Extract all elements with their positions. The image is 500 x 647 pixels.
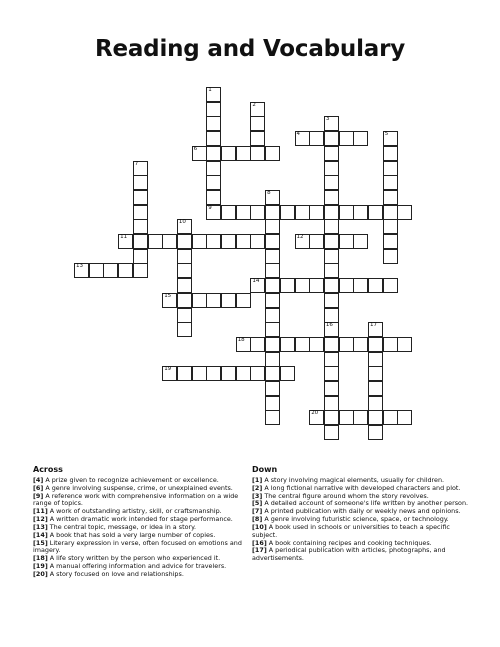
across-heading: Across [33, 465, 63, 474]
grid-cell[interactable] [221, 293, 236, 308]
grid-cell[interactable] [383, 249, 398, 264]
grid-cell[interactable] [162, 366, 177, 381]
grid-cell[interactable] [280, 205, 295, 220]
grid-cell[interactable] [309, 234, 324, 249]
grid-cell[interactable] [339, 205, 354, 220]
down-clue [252, 547, 470, 563]
grid-cell[interactable] [250, 234, 265, 249]
clue-text: A book used in schools or universities to teach a specific subject. [252, 522, 450, 539]
grid-cell[interactable] [383, 205, 398, 220]
clue-number-label: 6 [193, 145, 198, 152]
grid-cell[interactable] [265, 293, 280, 308]
clue-number-label: 3 [325, 116, 330, 123]
grid-cell[interactable] [221, 146, 236, 161]
clue-number: [16] [252, 538, 267, 547]
grid-cell[interactable] [324, 322, 339, 337]
grid-cell[interactable] [236, 146, 251, 161]
grid-cell[interactable] [324, 366, 339, 381]
grid-cell[interactable] [192, 366, 207, 381]
clue-text: A reference work with comprehensive information on a wide range of topics. [33, 491, 239, 508]
grid-cell[interactable] [206, 131, 221, 146]
grid-cell[interactable] [324, 308, 339, 323]
grid-cell[interactable] [265, 381, 280, 396]
clue-number-label: 13 [76, 263, 83, 270]
grid-cell[interactable] [324, 278, 339, 293]
grid-cell[interactable] [309, 337, 324, 352]
across-clue [33, 540, 243, 556]
grid-cell[interactable] [397, 205, 412, 220]
grid-cell[interactable] [177, 249, 192, 264]
grid-cell[interactable] [206, 87, 221, 102]
grid-cell[interactable] [309, 205, 324, 220]
grid-cell[interactable] [177, 219, 192, 234]
grid-cell[interactable] [383, 131, 398, 146]
grid-cell[interactable] [206, 116, 221, 131]
grid-cell[interactable] [324, 146, 339, 161]
grid-cell[interactable] [133, 161, 148, 176]
grid-cell[interactable] [324, 205, 339, 220]
clue-number: [9] [33, 491, 44, 500]
grid-cell[interactable] [324, 116, 339, 131]
clue-number-label: 19 [164, 366, 172, 373]
down-heading: Down [252, 465, 278, 474]
grid-cell[interactable] [148, 234, 163, 249]
grid-cell[interactable] [265, 234, 280, 249]
grid-cell[interactable] [206, 293, 221, 308]
grid-cell[interactable] [265, 352, 280, 367]
grid-cell[interactable] [339, 278, 354, 293]
grid-cell[interactable] [221, 205, 236, 220]
clue-number-label: 4 [296, 131, 300, 138]
grid-cell[interactable] [353, 205, 368, 220]
grid-cell[interactable] [133, 234, 148, 249]
grid-cell[interactable] [280, 366, 295, 381]
grid-cell[interactable] [324, 249, 339, 264]
grid-cell[interactable] [339, 234, 354, 249]
grid-cell[interactable] [339, 131, 354, 146]
grid-cell[interactable] [295, 205, 310, 220]
grid-cell[interactable] [383, 190, 398, 205]
grid-cell[interactable] [309, 131, 324, 146]
clue-number: [1] [252, 475, 263, 484]
grid-cell[interactable] [383, 146, 398, 161]
grid-cell[interactable] [265, 396, 280, 411]
grid-cell[interactable] [206, 102, 221, 117]
clue-number: [3] [252, 491, 263, 500]
clue-number: [5] [252, 499, 263, 508]
grid-cell[interactable] [324, 352, 339, 367]
grid-cell[interactable] [324, 175, 339, 190]
across-clue [33, 571, 243, 579]
grid-cell[interactable] [250, 102, 265, 117]
grid-cell[interactable] [206, 161, 221, 176]
clue-number-label: 16 [325, 322, 333, 329]
clue-number-label: 18 [237, 336, 245, 343]
clue-number: [6] [33, 483, 44, 492]
grid-cell[interactable] [324, 219, 339, 234]
grid-cell[interactable] [162, 293, 177, 308]
grid-cell[interactable] [265, 146, 280, 161]
grid-cell[interactable] [368, 425, 383, 440]
grid-cell[interactable] [265, 249, 280, 264]
clue-text: A story focused on love and relationships. [47, 569, 184, 578]
clue-text: A long fictional narrative with developed characters and plot. [262, 483, 461, 492]
grid-cell[interactable] [383, 410, 398, 425]
grid-cell[interactable] [250, 205, 265, 220]
grid-cell[interactable] [177, 263, 192, 278]
clue-number: [15] [33, 538, 48, 547]
grid-cell[interactable] [250, 131, 265, 146]
clue-text: A genre involving futuristic science, space, or technology. [262, 515, 449, 524]
grid-cell[interactable] [133, 219, 148, 234]
down-clues [252, 466, 470, 563]
clue-text: A book that has sold a very large number of copies. [47, 530, 216, 539]
grid-cell[interactable] [368, 410, 383, 425]
across-clue [33, 493, 243, 509]
clue-number-label: 1 [208, 87, 212, 93]
grid-cell[interactable] [177, 308, 192, 323]
clue-text: A life story written by the person who experienced it. [47, 554, 221, 563]
grid-cell[interactable] [133, 175, 148, 190]
grid-cell[interactable] [265, 410, 280, 425]
clue-text: A prize given to recognize achievement or excellence. [43, 475, 219, 484]
grid-cell[interactable] [265, 337, 280, 352]
grid-cell[interactable] [353, 131, 368, 146]
clue-number: [17] [252, 546, 267, 555]
grid-cell[interactable] [192, 293, 207, 308]
grid-cell[interactable] [339, 337, 354, 352]
grid-cell[interactable] [118, 263, 133, 278]
grid-cell[interactable] [236, 337, 251, 352]
grid-cell[interactable] [280, 278, 295, 293]
grid-cell[interactable] [89, 263, 104, 278]
grid-cell[interactable] [206, 146, 221, 161]
clue-number: [2] [252, 483, 263, 492]
grid-cell[interactable] [250, 337, 265, 352]
clue-text: A periodical publication with articles, photographs, and advertisements. [252, 546, 446, 563]
grid-cell[interactable] [162, 234, 177, 249]
grid-cell[interactable] [368, 322, 383, 337]
grid-cell[interactable] [324, 396, 339, 411]
grid-cell[interactable] [383, 337, 398, 352]
clue-number-label: 9 [208, 204, 212, 211]
clue-number-label: 7 [134, 160, 139, 167]
grid-cell[interactable] [309, 278, 324, 293]
grid-cell[interactable] [324, 337, 339, 352]
grid-cell[interactable] [397, 410, 412, 425]
clue-number: [7] [252, 507, 263, 516]
grid-cell[interactable] [324, 161, 339, 176]
grid-cell[interactable] [353, 234, 368, 249]
grid-cell[interactable] [192, 234, 207, 249]
across-clue-list [33, 477, 243, 579]
grid-cell[interactable] [250, 278, 265, 293]
grid-cell[interactable] [221, 234, 236, 249]
grid-cell[interactable] [309, 410, 324, 425]
grid-cell[interactable] [383, 175, 398, 190]
grid-cell[interactable] [295, 131, 310, 146]
clue-text: A detailed account of someone's life written by another person. [262, 499, 469, 508]
grid-cell[interactable] [103, 263, 118, 278]
grid-cell[interactable] [324, 263, 339, 278]
clue-text: A printed publication with daily or weekly news and opinions. [262, 507, 461, 516]
grid-cell[interactable] [397, 337, 412, 352]
grid-cell[interactable] [368, 381, 383, 396]
grid-cell[interactable] [324, 381, 339, 396]
grid-cell[interactable] [221, 366, 236, 381]
clue-number-label: 5 [384, 131, 389, 138]
clue-text: The central figure around whom the story revolves. [262, 491, 429, 500]
grid-cell[interactable] [206, 366, 221, 381]
grid-cell[interactable] [133, 205, 148, 220]
grid-cell[interactable] [133, 249, 148, 264]
clue-number: [10] [252, 522, 267, 531]
clue-text: A genre involving suspense, crime, or unexplained events. [43, 483, 233, 492]
clue-number: [19] [33, 562, 48, 571]
grid-cell[interactable] [324, 131, 339, 146]
grid-cell[interactable] [295, 234, 310, 249]
grid-cell[interactable] [236, 293, 251, 308]
clue-number: [12] [33, 515, 48, 524]
clue-number-label: 14 [252, 278, 260, 285]
down-clue-list [252, 477, 470, 563]
grid-cell[interactable] [324, 190, 339, 205]
grid-cell[interactable] [177, 366, 192, 381]
grid-cell[interactable] [353, 278, 368, 293]
clue-text: A written dramatic work intended for stage performance. [47, 515, 233, 524]
across-clues [33, 466, 243, 579]
grid-cell[interactable] [236, 205, 251, 220]
grid-cell[interactable] [265, 263, 280, 278]
grid-cell[interactable] [177, 234, 192, 249]
grid-cell[interactable] [177, 322, 192, 337]
grid-cell[interactable] [206, 205, 221, 220]
grid-cell[interactable] [265, 219, 280, 234]
clue-number-label: 15 [164, 292, 172, 299]
grid-cell[interactable] [368, 396, 383, 411]
grid-cell[interactable] [177, 293, 192, 308]
clue-number-label: 20 [311, 410, 319, 417]
grid-cell[interactable] [368, 337, 383, 352]
grid-cell[interactable] [280, 337, 295, 352]
grid-cell[interactable] [324, 425, 339, 440]
grid-cell[interactable] [236, 366, 251, 381]
grid-cell[interactable] [265, 366, 280, 381]
clue-text: Literary expression in verse, often focused on emotions and imagery. [33, 538, 242, 555]
puzzle-title: Reading and Vocabulary [94, 36, 406, 62]
grid-cell[interactable] [383, 234, 398, 249]
grid-cell[interactable] [265, 190, 280, 205]
grid-cell[interactable] [353, 337, 368, 352]
grid-cell[interactable] [324, 410, 339, 425]
grid-cell[interactable] [383, 278, 398, 293]
grid-cell[interactable] [192, 146, 207, 161]
grid-cell[interactable] [133, 263, 148, 278]
clue-number-label: 2 [252, 101, 256, 108]
clue-text: A book containing recipes and cooking techniques. [266, 538, 432, 547]
grid-cell[interactable] [324, 293, 339, 308]
grid-cell[interactable] [265, 278, 280, 293]
clue-number: [8] [252, 515, 263, 524]
grid-cell[interactable] [118, 234, 133, 249]
grid-cell[interactable] [250, 116, 265, 131]
grid-cell[interactable] [133, 190, 148, 205]
clue-number: [11] [33, 507, 48, 516]
grid-cell[interactable] [74, 263, 89, 278]
clue-text: A story involving magical elements, usually for children. [262, 475, 445, 484]
grid-cell[interactable] [383, 161, 398, 176]
grid-cell[interactable] [295, 337, 310, 352]
clue-number-label: 11 [120, 234, 128, 240]
clue-number: [13] [33, 522, 48, 531]
grid-cell[interactable] [368, 352, 383, 367]
grid-cell[interactable] [206, 234, 221, 249]
clue-text: A work of outstanding artistry, skill, or craftsmanship. [47, 507, 222, 516]
grid-cell[interactable] [265, 308, 280, 323]
clue-number: [4] [33, 475, 44, 484]
grid-cell[interactable] [383, 219, 398, 234]
grid-cell[interactable] [177, 278, 192, 293]
clue-number-label: 12 [296, 234, 304, 240]
clue-number: [18] [33, 554, 48, 563]
grid-cell[interactable] [236, 234, 251, 249]
clue-number: [14] [33, 530, 48, 539]
grid-cell[interactable] [250, 146, 265, 161]
clue-text: The central topic, message, or idea in a story. [47, 522, 197, 531]
grid-cell[interactable] [206, 190, 221, 205]
grid-cell[interactable] [339, 410, 354, 425]
grid-cell[interactable] [368, 278, 383, 293]
clue-text: A manual offering information and advice for travelers. [47, 562, 227, 571]
grid-cell[interactable] [265, 205, 280, 220]
down-clue [252, 524, 470, 540]
grid-cell[interactable] [250, 366, 265, 381]
grid-cell[interactable] [265, 322, 280, 337]
clue-number-label: 8 [267, 189, 271, 196]
grid-cell[interactable] [295, 278, 310, 293]
clue-number: [20] [33, 569, 48, 578]
clue-number-label: 17 [370, 322, 377, 329]
grid-cell[interactable] [368, 205, 383, 220]
clue-number-label: 10 [178, 219, 186, 226]
grid-cell[interactable] [353, 410, 368, 425]
grid-cell[interactable] [206, 175, 221, 190]
grid-cell[interactable] [324, 234, 339, 249]
grid-cell[interactable] [368, 366, 383, 381]
